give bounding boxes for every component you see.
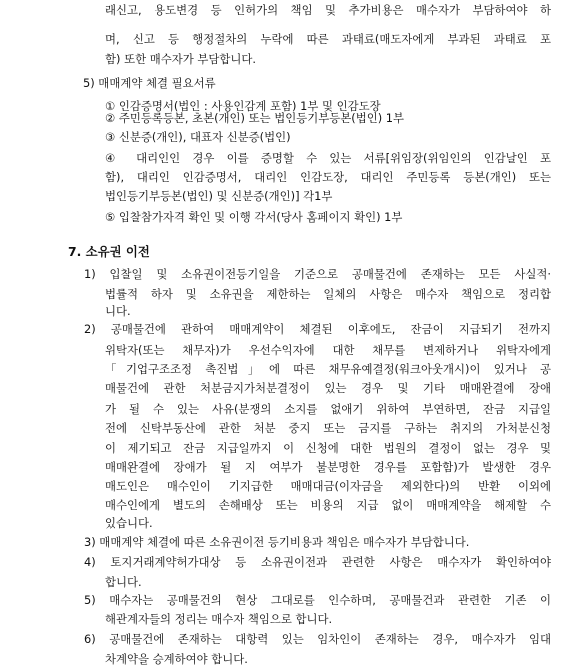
list-item: 함), 대리인 인감증명서, 대리인 인감도장, 대리인 주민등록 등본(개인) 또는 xyxy=(105,170,551,184)
list-item: 법인등기부등본(법인) 및 신분증(개인)] 각1부 xyxy=(105,189,333,203)
text-line: 매물건에 관한 처분금지가처분결정이 있는 경우 및 기타 매매완결에 장애 xyxy=(105,381,551,395)
list-item-heading: 5) 매매계약 체결 필요서류 xyxy=(83,76,216,90)
text-line: 있습니다. xyxy=(105,516,153,530)
list-item: 5) 매수자는 공매물건의 현상 그대로를 인수하며, 공매물건과 관련한 기존 이 xyxy=(84,593,551,607)
text-line: 며, 신고 등 행정절차의 누락에 따른 과태료(매도자에게 부과된 과태료 포 xyxy=(105,32,551,46)
text-line: 함) 또한 매수자가 부담합니다. xyxy=(105,52,256,66)
list-item: 2) 공매물건에 관하여 매매계약이 체결된 이후에도, 잔금이 지급되기 전까지 xyxy=(84,322,551,336)
text-line: 이 제기되고 잔금 지급일까지 이 신청에 대한 법원의 결정이 없는 경우 및 xyxy=(105,441,551,455)
text-line: 매도인은 매수인이 기지급한 매매대금(이자금을 제외한다)의 반환 이외에 xyxy=(105,479,551,493)
list-item: ⑤ 입찰참가자격 확인 및 이행 각서(당사 홈페이지 확인) 1부 xyxy=(105,210,403,224)
text-line: 니다. xyxy=(105,304,131,318)
text-line: 합니다. xyxy=(105,575,142,589)
text-line: 가 될 수 있는 사유(분쟁의 소지를 없애기 위하여 부연하면, 잔금 지급일 xyxy=(105,402,551,416)
list-item: ② 주민등록등본, 초본(개인) 또는 법인등기부등본(법인) 1부 xyxy=(105,111,405,125)
list-item: 4) 토지거래계약허가대상 등 소유권이전과 관련한 사항은 매수자가 확인하여야 xyxy=(84,555,551,569)
list-item: 6) 공매물건에 존재하는 대항력 있는 임차인이 존재하는 경우, 매수자가 임대 xyxy=(84,632,551,646)
section-heading: 7. 소유권 이전 xyxy=(68,244,150,259)
text-line: 법률적 하자 및 소유권을 제한하는 일체의 사항은 매수자 책임으로 정리합 xyxy=(105,287,551,301)
list-item: ① 인감증명서(법인 : 사용인감계 포함) 1부 및 인감도장 xyxy=(105,99,381,113)
text-line: 「기업구조조정 촉진법」에 따른 채무유예결정(워크아웃개시)이 있거나 공 xyxy=(105,362,551,376)
text-line: 매수인에게 별도의 손해배상 또는 비용의 지급 없이 매매계약을 해제할 수 xyxy=(105,498,551,512)
text-line: 매매완결에 장애가 될 지 여부가 불분명한 경우를 포함함)가 발생한 경우 xyxy=(105,460,551,474)
list-item: ③ 신분증(개인), 대표자 신분증(법인) xyxy=(105,130,291,144)
text-line: 위탁자(또는 채무자)가 우선수익자에 대한 채무를 변제하거나 위탁자에게 xyxy=(105,343,551,357)
text-line: 전에 신탁부동산에 관한 처분 중지 또는 금지를 구하는 취지의 가처분신청 xyxy=(105,421,551,435)
list-item: ④ 대리인인 경우 이를 증명할 수 있는 서류[위임장(위임인의 인감날인 포 xyxy=(105,151,551,165)
text-line: 래신고, 용도변경 등 인허가의 책임 및 추가비용은 매수자가 부담하여야 하 xyxy=(105,3,551,17)
text-line: 차계약을 승계하여야 합니다. xyxy=(105,652,248,666)
list-item: 1) 입찰일 및 소유권이전등기일을 기준으로 공매물건에 존재하는 모든 사실적· xyxy=(84,267,551,281)
list-item: 3) 매매계약 체결에 따른 소유권이전 등기비용과 책임은 매수자가 부담합니다. xyxy=(84,535,470,549)
text-line: 해관계자들의 정리는 매수자 책임으로 합니다. xyxy=(105,612,333,626)
